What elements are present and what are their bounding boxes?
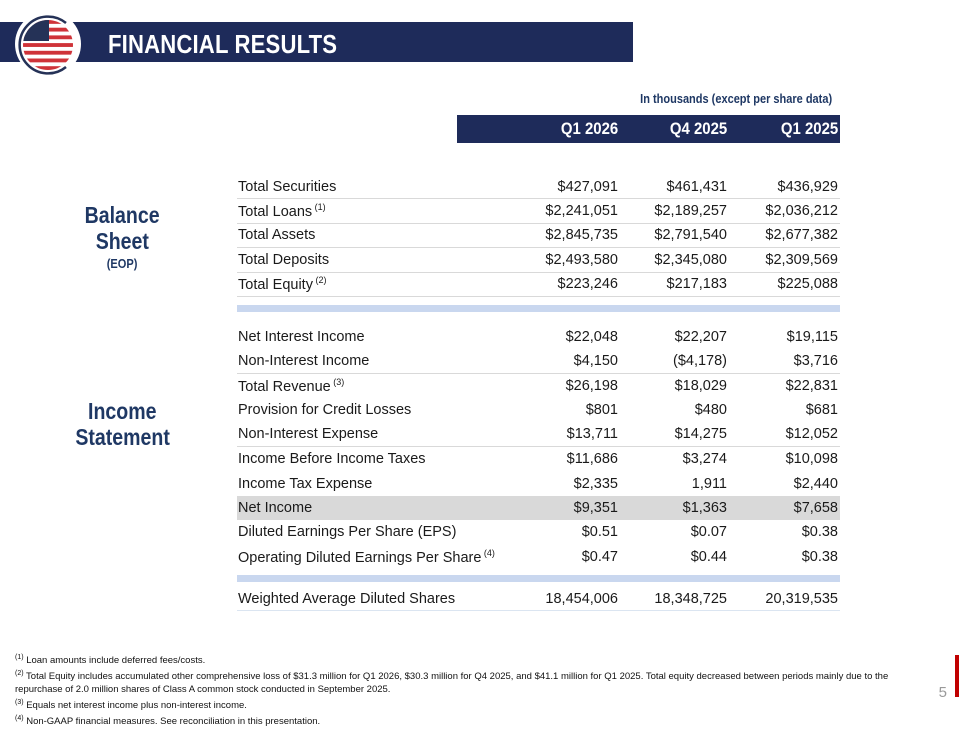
cell-value: $3,716 [793, 353, 838, 370]
table-row [237, 423, 840, 447]
row-label: Total Loans $^{(1)}$ [238, 202, 326, 220]
cell-value: $18,029 [674, 377, 727, 394]
table-row [237, 325, 840, 349]
cell-value: 18,454,006 [545, 590, 618, 607]
cell-value: $22,207 [674, 329, 727, 346]
cell-value: $2,440 [793, 475, 838, 492]
cell-value: 1,911 [691, 475, 727, 492]
footnote: $^{(4)}$ Non-GAAP financial measures. See reconciliation in this presentation. [15, 715, 321, 728]
cell-value: $14,275 [674, 426, 727, 443]
cell-value: $436,929 [777, 178, 838, 195]
table-row [237, 224, 840, 248]
weighted-shares-table [237, 587, 840, 611]
cell-value: $2,189,257 [654, 203, 727, 220]
cell-value: $681 [805, 402, 838, 419]
cell-value: $12,052 [785, 426, 838, 443]
section-label-line: Balance [85, 202, 160, 228]
section-label-income-statement [30, 398, 215, 450]
cell-value: $2,241,051 [545, 203, 618, 220]
row-label: Total Assets [238, 227, 316, 244]
cell-value: $0.44 [690, 548, 727, 565]
column-header-q1-2025 [729, 115, 840, 143]
section-divider-bar [237, 575, 840, 582]
cell-value: $11,686 [566, 451, 618, 468]
footnote-marker: (1) [15, 654, 24, 661]
column-header-text: Q1 2025 [780, 119, 838, 138]
footnote-marker: (4) [15, 715, 24, 723]
footnote-marker: (3) [330, 377, 345, 388]
row-label: Total Revenue $^{(3)}$ [238, 377, 345, 395]
cell-value: $217,183 [666, 276, 727, 293]
page-title-text: FINANCIAL RESULTS [108, 29, 338, 59]
cell-value: $19,115 [786, 329, 838, 346]
column-header-text: Q1 2026 [560, 119, 618, 138]
cell-value: $0.47 [581, 548, 618, 565]
row-label: Diluted Earnings Per Share (EPS) [238, 524, 457, 541]
section-sublabel: (EOP) [107, 256, 138, 271]
units-note [614, 92, 832, 106]
table-row [237, 175, 840, 199]
row-label: Operating Diluted Earnings Per Share $^{(4)}$ [238, 547, 495, 566]
page-title [108, 29, 378, 60]
cell-value: $9,351 [573, 499, 618, 516]
cell-value: $2,493,580 [545, 251, 618, 268]
cell-value: $26,198 [565, 377, 618, 394]
section-label-line: Income [88, 398, 157, 424]
column-header-text: Q4 2025 [669, 119, 727, 138]
footnote-marker: (2) [15, 670, 24, 678]
page-number: 5 [938, 684, 947, 701]
cell-value: $0.38 [801, 548, 838, 565]
cell-value: $0.38 [801, 524, 838, 541]
row-label: Total Equity $^{(2)}$ [238, 275, 327, 294]
cell-value: $461,431 [666, 178, 727, 195]
row-label: Total Securities [238, 178, 337, 195]
cell-value: $22,831 [785, 377, 838, 394]
cell-value: $801 [585, 402, 618, 419]
table-row [237, 199, 840, 223]
table-row [237, 398, 840, 422]
cell-value: $2,791,540 [654, 227, 727, 244]
table-row [237, 587, 840, 611]
cell-value: $2,345,080 [654, 251, 727, 268]
cell-value: $2,335 [573, 475, 618, 492]
row-label: Net Interest Income [238, 329, 365, 346]
table-row [237, 273, 840, 297]
cell-value: $13,711 [566, 426, 618, 443]
american-flag-globe-logo-icon [14, 10, 82, 78]
section-divider-bar [237, 305, 840, 312]
cell-value: $225,088 [777, 276, 838, 293]
row-label: Provision for Credit Losses [238, 402, 412, 419]
row-label: Total Deposits [238, 251, 330, 268]
column-header-q4-2025 [620, 115, 729, 143]
column-header-q1-2026 [457, 115, 620, 143]
cell-value: $7,658 [793, 499, 838, 516]
footnote-marker: (2) [312, 275, 327, 286]
table-row [237, 520, 840, 544]
cell-value: $0.51 [581, 524, 618, 541]
table-row [237, 471, 840, 495]
table-row [237, 496, 840, 520]
table-row [237, 248, 840, 272]
footnote: $^{(3)}$ Equals net interest income plus non-interest income. [15, 699, 247, 712]
footnote-marker: (3) [15, 699, 24, 707]
cell-value: $0.07 [690, 524, 727, 541]
footnote: $^{(1)}$ Loan amounts include deferred fees/costs. [15, 654, 206, 667]
row-label: Income Before Income Taxes [238, 451, 426, 468]
table-row [237, 349, 840, 373]
row-label: Net Income [238, 499, 313, 516]
footnote-marker: (4) [481, 547, 495, 558]
cell-value: $2,036,212 [765, 203, 838, 220]
income-statement-table [237, 325, 840, 569]
table-row [237, 545, 840, 569]
cell-value: $480 [694, 402, 727, 419]
row-label: Weighted Average Diluted Shares [238, 590, 456, 607]
cell-value: 18,348,725 [654, 590, 727, 607]
row-label: Non-Interest Expense [238, 426, 379, 443]
cell-value: $2,845,735 [545, 227, 618, 244]
cell-value: $223,246 [557, 276, 618, 293]
footnotes [15, 651, 920, 729]
cell-value: $1,363 [682, 499, 727, 516]
units-note-text: In thousands (except per share data) [640, 92, 832, 106]
balance-sheet-table [237, 175, 840, 297]
cell-value: $2,309,569 [765, 251, 838, 268]
table-column-header [457, 115, 840, 143]
cell-value: $22,048 [565, 329, 618, 346]
cell-value: $3,274 [682, 451, 727, 468]
footnote: $^{(2)}$ Total Equity includes accumulated other comprehensive loss of $31.3 million for Q1 2026, $30.3 million for Q4 2025, and $41.1 million for Q1 2025. Total equity decreased between periods mainly due to the repurchase of 2.0 million shares of Class A common stock conducted in September 2025. [15, 670, 889, 696]
cell-value: $4,150 [573, 353, 618, 370]
table-row [237, 447, 840, 471]
cell-value: 20,319,535 [765, 590, 838, 607]
section-label-balance-sheet [30, 202, 215, 271]
table-row [237, 374, 840, 398]
cell-value: $2,677,382 [765, 227, 838, 244]
cell-value: ($4,178) [672, 353, 727, 370]
red-accent-bar [955, 655, 959, 697]
header-bar [0, 22, 633, 62]
row-label: Non-Interest Income [238, 353, 370, 370]
row-label: Income Tax Expense [238, 475, 373, 492]
section-label-line: Sheet [95, 228, 150, 254]
cell-value: $427,091 [557, 178, 618, 195]
footnote-marker: (1) [312, 202, 326, 213]
cell-value: $10,098 [785, 451, 838, 468]
section-label-line: Statement [75, 424, 170, 450]
